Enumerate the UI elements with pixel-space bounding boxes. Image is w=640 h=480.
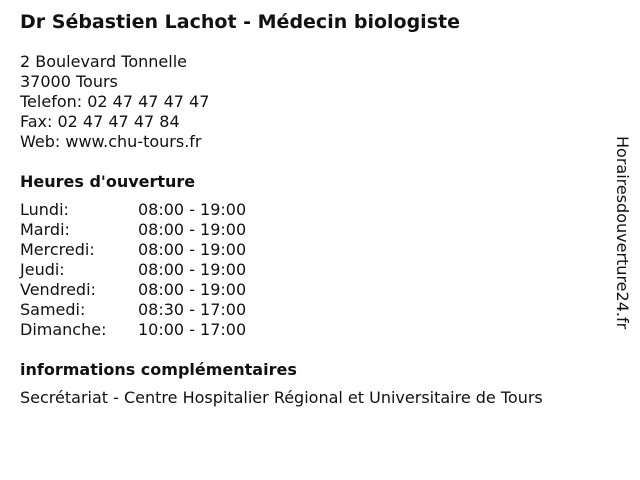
hours-time: 08:30 - 17:00 bbox=[138, 300, 247, 319]
hours-row-friday bbox=[20, 280, 600, 300]
address-block bbox=[20, 52, 600, 152]
page-content bbox=[20, 10, 600, 408]
hours-time: 08:00 - 19:00 bbox=[138, 280, 247, 299]
additional-info-text: Secrétariat - Centre Hospitalier Régional et Universitaire de Tours bbox=[20, 388, 543, 407]
hours-time: 08:00 - 19:00 bbox=[138, 260, 247, 279]
address-phone: Telefon: 02 47 47 47 47 bbox=[20, 92, 210, 111]
opening-hours-table bbox=[20, 200, 600, 340]
address-street: 2 Boulevard Tonnelle bbox=[20, 52, 187, 71]
hours-day: Samedi: bbox=[20, 300, 86, 319]
hours-time: 08:00 - 19:00 bbox=[138, 200, 247, 219]
hours-day: Dimanche: bbox=[20, 320, 107, 339]
page-title: Dr Sébastien Lachot - Médecin biologiste bbox=[20, 11, 460, 33]
site-watermark: Horairesdouverture24.fr bbox=[613, 136, 632, 330]
hours-day: Mercredi: bbox=[20, 240, 95, 259]
hours-day: Jeudi: bbox=[20, 260, 65, 279]
additional-info-heading: informations complémentaires bbox=[20, 360, 297, 379]
address-city: 37000 Tours bbox=[20, 72, 118, 91]
hours-day: Mardi: bbox=[20, 220, 70, 239]
hours-row-saturday bbox=[20, 300, 600, 320]
opening-hours-heading: Heures d'ouverture bbox=[20, 172, 196, 191]
hours-day: Vendredi: bbox=[20, 280, 96, 299]
address-web[interactable]: Web: www.chu-tours.fr bbox=[20, 132, 202, 151]
hours-row-thursday bbox=[20, 260, 600, 280]
hours-day: Lundi: bbox=[20, 200, 69, 219]
hours-row-sunday bbox=[20, 320, 600, 340]
hours-time: 08:00 - 19:00 bbox=[138, 220, 247, 239]
hours-row-tuesday bbox=[20, 220, 600, 240]
hours-time: 10:00 - 17:00 bbox=[138, 320, 247, 339]
hours-row-monday bbox=[20, 200, 600, 220]
hours-time: 08:00 - 19:00 bbox=[138, 240, 247, 259]
address-fax: Fax: 02 47 47 47 84 bbox=[20, 112, 180, 131]
hours-row-wednesday bbox=[20, 240, 600, 260]
